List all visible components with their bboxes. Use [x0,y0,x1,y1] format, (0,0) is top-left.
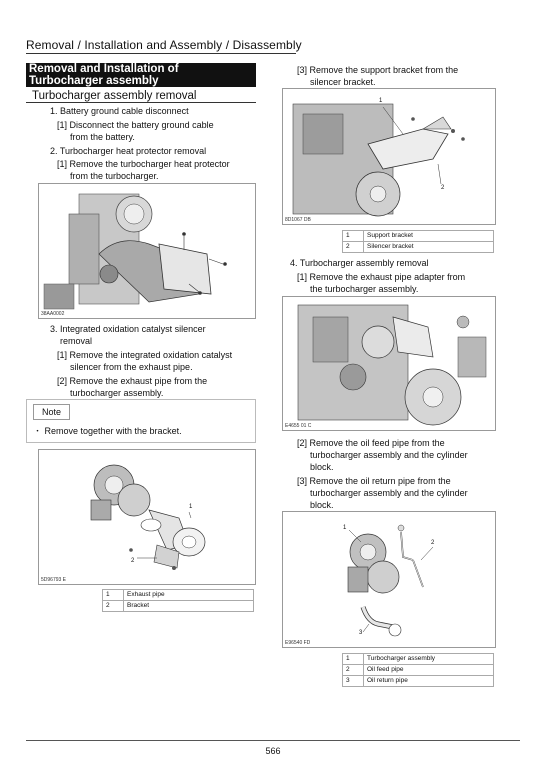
step-4-3-text: [3] Remove the oil return pipe from the [297,476,451,486]
figure-code: E96540 FD [285,640,311,646]
note-text: ・ Remove together with the bracket. [33,426,182,436]
figure-support-bracket [282,88,496,225]
legend-number: 1 [343,231,364,242]
figure-code: 5D96793 E [41,577,67,583]
legend-label: Exhaust pipe [124,590,254,601]
page-header-title: Removal / Installation and Assembly / Disassembly [26,38,302,52]
exhaust-adapter-illustration [283,297,495,430]
subsection-title: Turbocharger assembly removal [32,90,197,102]
figure-exhaust-adapter [282,296,496,431]
step-2-1-text: [1] Remove the turbocharger heat protector [57,159,230,169]
figure-heat-protector [38,183,256,319]
step-3-1-text-cont: silencer from the exhaust pipe. [70,362,193,372]
legend-row [103,590,254,601]
step-4-1-text: [1] Remove the exhaust pipe adapter from [297,272,466,282]
callout-2: 2 [441,185,445,191]
legend-number: 1 [343,654,364,665]
step-1-heading: 1. Battery ground cable disconnect [50,106,189,116]
step-4-2-text-cont1: turbocharger assembly and the cylinder [310,450,468,460]
subsection-divider [26,102,256,103]
step-4-3-text-cont1: turbocharger assembly and the cylinder [310,488,468,498]
step-3-3-text: [3] Remove the support bracket from the [297,65,459,75]
step-3-heading-cont: removal [60,336,93,346]
figure-exhaust-pipe [38,449,256,585]
legend-number: 2 [343,242,364,253]
legend-turbocharger [342,653,494,687]
legend-number: 3 [343,676,364,687]
legend-row [103,601,254,612]
step-4-heading: 4. Turbocharger assembly removal [290,258,429,268]
section-title-line1: Removal and Installation of [29,63,179,75]
legend-label: Oil return pipe [364,676,494,687]
legend-label: Turbocharger assembly [364,654,494,665]
callout-2: 2 [131,558,135,564]
step-4-1-text-cont: the turbocharger assembly. [310,284,419,294]
figure-code: 8D1067 DB [285,217,311,223]
footer-divider [26,740,520,741]
step-1-1-text-cont: from the battery. [70,132,135,142]
legend-label: Support bracket [364,231,494,242]
legend-row [343,242,494,253]
legend-label: Silencer bracket [364,242,494,253]
legend-row [343,665,494,676]
page-number: 566 [265,746,281,756]
callout-1: 1 [343,525,347,531]
section-title-line2: Turbocharger assembly [29,75,159,87]
step-3-3-text-cont: silencer bracket. [310,77,376,87]
step-4-2-text: [2] Remove the oil feed pipe from the [297,438,445,448]
step-3-heading: 3. Integrated oxidation catalyst silencer [50,324,206,334]
legend-number: 2 [343,665,364,676]
step-3-2-text: [2] Remove the exhaust pipe from the [57,376,208,386]
callout-3: 3 [359,630,363,636]
legend-number: 1 [103,590,124,601]
figure-code: E4655 01 C [285,423,312,429]
step-2-heading: 2. Turbocharger heat protector removal [50,146,207,156]
callout-1: 1 [379,98,383,104]
note-label: Note [33,404,70,420]
legend-number: 2 [103,601,124,612]
legend-label: Bracket [124,601,254,612]
legend-label: Oil feed pipe [364,665,494,676]
legend-row [343,231,494,242]
callout-2: 2 [431,540,435,546]
callout-1: 1 [189,504,193,510]
heat-protector-illustration [39,184,255,318]
figure-turbocharger-oil-pipes [282,511,496,648]
note-box [26,399,256,443]
section-title [26,63,256,87]
header-divider [26,53,296,54]
legend-row [343,654,494,665]
step-4-3-text-cont2: block. [310,500,334,510]
legend-support-bracket [342,230,494,253]
legend-row [343,676,494,687]
step-2-1-text-cont: from the turbocharger. [70,171,159,181]
step-3-2-text-cont: turbocharger assembly. [70,388,164,398]
exhaust-pipe-illustration [39,450,255,584]
step-1-1-text: [1] Disconnect the battery ground cable [57,120,214,130]
step-3-1-text: [1] Remove the integrated oxidation catalyst [57,350,233,360]
turbocharger-illustration [283,512,495,647]
figure-code: 38AA0002 [41,311,65,317]
legend-exhaust-pipe [102,589,254,612]
support-bracket-illustration [283,89,495,224]
step-4-2-text-cont2: block. [310,462,334,472]
